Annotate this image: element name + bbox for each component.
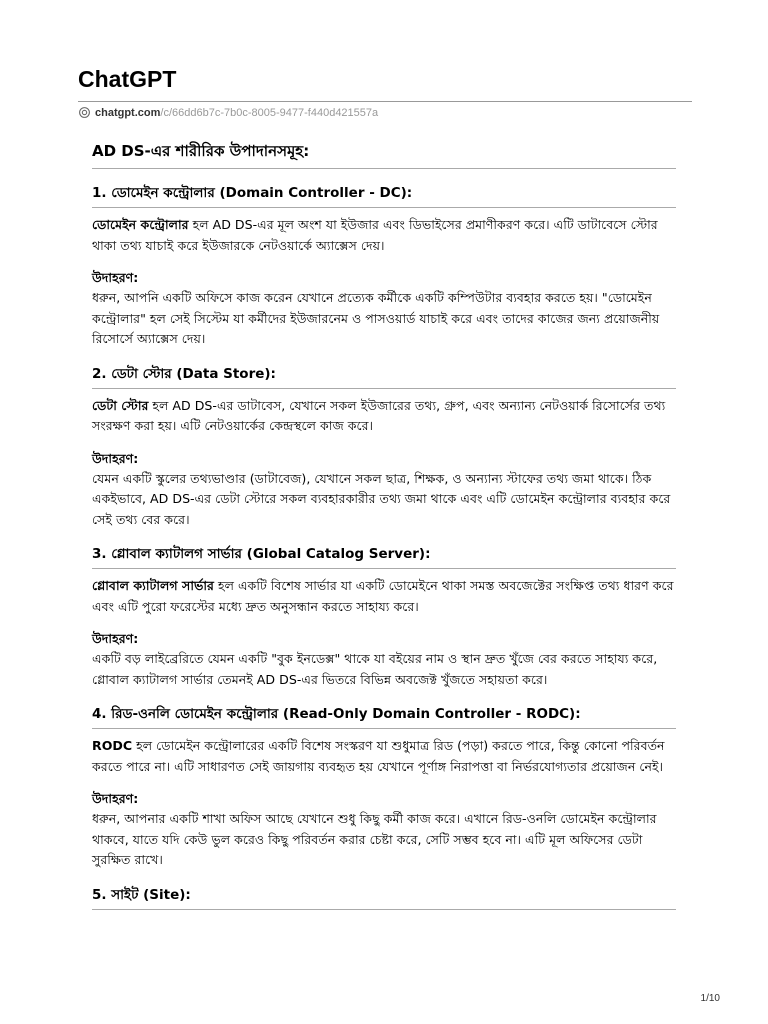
- example-label: উদাহরণ:: [92, 631, 139, 646]
- example-text: ধরুন, আপনার একটি শাখা অফিস আছে যেখানে শুধু কিছু কর্মী কাজ করে। এখানে রিড-ওনলি ডোমেইন কন্ট্রোলার থাকবে, যাতে যদি কেউ ভুল করেও কিছু পরিবর্তন করার চেষ্টা করে, সেটি সম্ভব হবে না। এটি মূল অফিসের ডেটা সুরক্ষিত রাখে।: [92, 811, 657, 867]
- section-body: [92, 576, 676, 617]
- openai-logo-icon: [78, 106, 91, 119]
- section-heading: 3. গ্লোবাল ক্যাটালগ সার্ভার (Global Catalog Server):: [92, 544, 676, 569]
- section-global-catalog: [92, 544, 676, 690]
- section-body: [92, 396, 676, 437]
- section-heading: 2. ডেটা স্টোর (Data Store):: [92, 364, 676, 389]
- section-site: [92, 885, 676, 910]
- section-body: [92, 215, 676, 256]
- source-link[interactable]: [78, 106, 378, 119]
- body-text: হল একটি বিশেষ সার্ভার যা একটি ডোমেইনে থাকা সমস্ত অবজেক্টের সংক্ষিপ্ত তথ্য ধারণ করে এবং এটি পুরো ফরেস্টের মধ্যে দ্রুত অনুসন্ধান করতে সাহায্য করে।: [92, 578, 674, 614]
- example-label: উদাহরণ:: [92, 270, 139, 285]
- section-heading: 5. সাইট (Site):: [92, 885, 676, 910]
- example-text: যেমন একটি স্কুলের তথ্যভাণ্ডার (ডাটাবেজ), যেখানে সকল ছাত্র, শিক্ষক, ও অন্যান্য স্টাফের তথ্য জমা থাকে। ঠিক একইভাবে, AD DS-এর ডেটা স্টোরে সকল ব্যবহারকারীর তথ্য জমা থাকে এবং এটি ডোমেইন কন্ট্রোলার ব্যবহার করে সেই তথ্য বের করে।: [92, 470, 671, 527]
- term: ডোমেইন কন্ট্রোলার: [92, 217, 189, 232]
- section-heading: 4. রিড-ওনলি ডোমেইন কন্ট্রোলার (Read-Only Domain Controller - RODC):: [92, 704, 676, 729]
- section-body: [92, 736, 676, 777]
- main-heading: AD DS-এর শারীরিক উপাদানসমূহ:: [92, 140, 676, 169]
- term: গ্লোবাল ক্যাটালগ সার্ভার: [92, 578, 214, 593]
- section-rodc: [92, 704, 676, 871]
- page-title: ChatGPT: [78, 66, 177, 92]
- term: ডেটা স্টোর: [92, 397, 149, 413]
- source-path: /c/66dd6b7c-7b0c-8005-9477-f440d421557a: [160, 106, 379, 119]
- section-data-store: [92, 364, 676, 531]
- source-domain: chatgpt.com: [95, 106, 161, 119]
- example-text: ধরুন, আপনি একটি অফিসে কাজ করেন যেখানে প্রত্যেক কর্মীকে একটি কম্পিউটার ব্যবহার করতে হয়। "ডোমেইন কন্ট্রোলার" হল সেই সিস্টেম যা কর্মীদের ইউজারনেম ও পাসওয়ার্ড যাচাই করে এবং তাদের কাজের জন্য প্রয়োজনীয় রিসোর্সে অ্যাক্সেস দেয়।: [92, 290, 660, 346]
- example-label: উদাহরণ:: [92, 791, 139, 806]
- section-domain-controller: [92, 183, 676, 350]
- example-label: উদাহরণ:: [92, 450, 139, 466]
- term: RODC: [92, 738, 133, 753]
- document-content: [92, 140, 676, 910]
- body-text: হল AD DS-এর ডাটাবেস, যেখানে সকল ইউজারের তথ্য, গ্রুপ, এবং অন্যান্য নেটওয়ার্ক রিসোর্সের তথ্য সংরক্ষণ করা হয়। এটি নেটওয়ার্কের কেন্দ্রস্থলে কাজ করে।: [92, 397, 666, 433]
- body-text: হল AD DS-এর মূল অংশ যা ইউজার এবং ডিভাইসের প্রমাণীকরণ করে। এটি ডাটাবেসে স্টোর থাকা তথ্য যাচাই করে ইউজারকে নেটওয়ার্কে অ্যাক্সেস দেয়।: [92, 217, 658, 253]
- title-divider: [78, 101, 692, 102]
- page-number: 1/10: [700, 993, 720, 1004]
- section-heading: 1. ডোমেইন কন্ট্রোলার (Domain Controller - DC):: [92, 183, 676, 208]
- example-text: একটি বড় লাইব্রেরিতে যেমন একটি "বুক ইনডেক্স" থাকে যা বইয়ের নাম ও স্থান দ্রুত খুঁজে বের করতে সাহায্য করে, গ্লোবাল ক্যাটালগ সার্ভার তেমনই AD DS-এর ভিতরে বিভিন্ন অবজেক্ট খুঁজতে সহায়তা করে।: [92, 651, 658, 687]
- body-text: হল ডোমেইন কন্ট্রোলারের একটি বিশেষ সংস্করণ যা শুধুমাত্র রিড (পড়া) করতে পারে, কিন্তু কোনো পরিবর্তন করতে পারে না। এটি সাধারণত সেই জায়গায় ব্যবহৃত হয় যেখানে পূর্ণাঙ্গ নিরাপত্তা বা নির্ভরযোগ্যতার প্রয়োজন নেই।: [92, 738, 665, 774]
